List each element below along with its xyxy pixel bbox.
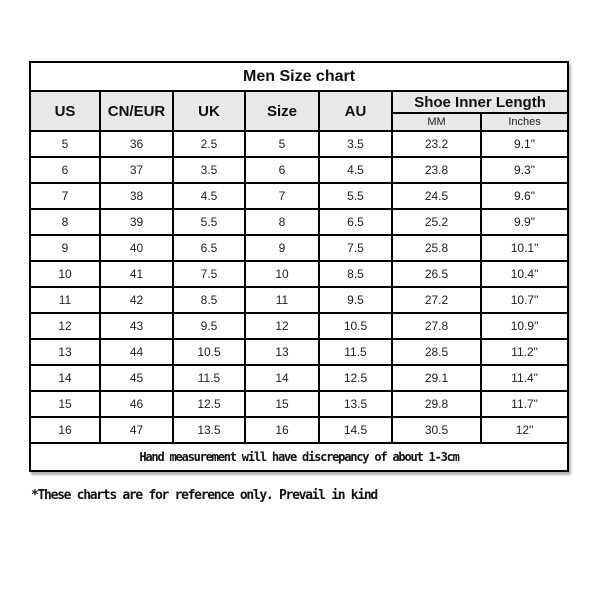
size-cell: 5.5 bbox=[319, 183, 392, 209]
size-cell: 6 bbox=[30, 157, 100, 183]
size-cell: 7 bbox=[30, 183, 100, 209]
size-cell: 9.5 bbox=[173, 313, 245, 339]
column-header-cn-eur: CN/EUR bbox=[100, 91, 173, 131]
size-cell: 4.5 bbox=[173, 183, 245, 209]
size-cell: 12.5 bbox=[173, 391, 245, 417]
size-cell: 24.5 bbox=[392, 183, 481, 209]
size-cell: 36 bbox=[100, 131, 173, 157]
size-cell: 12 bbox=[245, 313, 319, 339]
size-cell: 10.5 bbox=[173, 339, 245, 365]
table-row bbox=[30, 391, 568, 417]
size-cell: 12.5 bbox=[319, 365, 392, 391]
size-cell: 9 bbox=[245, 235, 319, 261]
size-cell: 10 bbox=[245, 261, 319, 287]
size-cell: 23.2 bbox=[392, 131, 481, 157]
column-header-mm: MM bbox=[392, 113, 481, 131]
size-cell: 7.5 bbox=[173, 261, 245, 287]
size-cell: 10.4" bbox=[481, 261, 568, 287]
size-cell: 45 bbox=[100, 365, 173, 391]
table-row bbox=[30, 417, 568, 443]
size-cell: 5 bbox=[30, 131, 100, 157]
table-title-row bbox=[30, 62, 568, 91]
size-cell: 26.5 bbox=[392, 261, 481, 287]
size-cell: 8.5 bbox=[319, 261, 392, 287]
table-row bbox=[30, 339, 568, 365]
size-cell: 11 bbox=[245, 287, 319, 313]
size-cell: 43 bbox=[100, 313, 173, 339]
size-cell: 12 bbox=[30, 313, 100, 339]
size-cell: 10.7" bbox=[481, 287, 568, 313]
size-cell: 8 bbox=[245, 209, 319, 235]
column-header-size: Size bbox=[245, 91, 319, 131]
size-cell: 11.2" bbox=[481, 339, 568, 365]
size-cell: 41 bbox=[100, 261, 173, 287]
size-cell: 5.5 bbox=[173, 209, 245, 235]
column-header-us: US bbox=[30, 91, 100, 131]
column-header-uk: UK bbox=[173, 91, 245, 131]
size-cell: 3.5 bbox=[319, 131, 392, 157]
size-cell: 29.8 bbox=[392, 391, 481, 417]
table-row bbox=[30, 209, 568, 235]
size-cell: 9.1" bbox=[481, 131, 568, 157]
size-cell: 10.1" bbox=[481, 235, 568, 261]
size-cell: 25.2 bbox=[392, 209, 481, 235]
size-cell: 11.7" bbox=[481, 391, 568, 417]
size-cell: 10 bbox=[30, 261, 100, 287]
size-cell: 27.2 bbox=[392, 287, 481, 313]
table-row bbox=[30, 183, 568, 209]
table-row bbox=[30, 365, 568, 391]
size-cell: 3.5 bbox=[173, 157, 245, 183]
size-cell: 9.9" bbox=[481, 209, 568, 235]
table-title: Men Size chart bbox=[30, 62, 568, 91]
size-cell: 11 bbox=[30, 287, 100, 313]
column-header-au: AU bbox=[319, 91, 392, 131]
size-cell: 7 bbox=[245, 183, 319, 209]
size-cell: 11.5 bbox=[319, 339, 392, 365]
size-cell: 15 bbox=[245, 391, 319, 417]
size-cell: 10.5 bbox=[319, 313, 392, 339]
table-row bbox=[30, 313, 568, 339]
size-cell: 25.8 bbox=[392, 235, 481, 261]
table-row bbox=[30, 261, 568, 287]
size-cell: 9 bbox=[30, 235, 100, 261]
size-cell: 13 bbox=[245, 339, 319, 365]
size-cell: 11.5 bbox=[173, 365, 245, 391]
size-cell: 16 bbox=[30, 417, 100, 443]
men-size-chart-table bbox=[29, 61, 569, 472]
size-cell: 39 bbox=[100, 209, 173, 235]
column-header-shoe-inner-length: Shoe Inner Length bbox=[392, 91, 568, 113]
size-cell: 9.5 bbox=[319, 287, 392, 313]
size-cell: 30.5 bbox=[392, 417, 481, 443]
size-cell: 6.5 bbox=[319, 209, 392, 235]
size-cell: 11.4" bbox=[481, 365, 568, 391]
size-cell: 13.5 bbox=[319, 391, 392, 417]
size-cell: 42 bbox=[100, 287, 173, 313]
reference-footnote: *These charts are for reference only. Prevail in kind bbox=[31, 488, 377, 503]
table-row bbox=[30, 131, 568, 157]
size-cell: 6 bbox=[245, 157, 319, 183]
size-cell: 9.6" bbox=[481, 183, 568, 209]
size-cell: 16 bbox=[245, 417, 319, 443]
size-cell: 29.1 bbox=[392, 365, 481, 391]
size-cell: 5 bbox=[245, 131, 319, 157]
size-cell: 6.5 bbox=[173, 235, 245, 261]
size-cell: 37 bbox=[100, 157, 173, 183]
table-note-row bbox=[30, 443, 568, 471]
size-cell: 10.9" bbox=[481, 313, 568, 339]
size-cell: 27.8 bbox=[392, 313, 481, 339]
size-cell: 47 bbox=[100, 417, 173, 443]
size-cell: 15 bbox=[30, 391, 100, 417]
size-cell: 4.5 bbox=[319, 157, 392, 183]
size-cell: 7.5 bbox=[319, 235, 392, 261]
table-row bbox=[30, 287, 568, 313]
measurement-note: Hand measurement will have discrepancy of about 1-3cm bbox=[30, 443, 568, 471]
size-cell: 8.5 bbox=[173, 287, 245, 313]
size-cell: 14.5 bbox=[319, 417, 392, 443]
table-row bbox=[30, 235, 568, 261]
size-cell: 40 bbox=[100, 235, 173, 261]
size-cell: 13.5 bbox=[173, 417, 245, 443]
table-row bbox=[30, 157, 568, 183]
size-cell: 23.8 bbox=[392, 157, 481, 183]
size-cell: 46 bbox=[100, 391, 173, 417]
size-cell: 14 bbox=[30, 365, 100, 391]
size-cell: 28.5 bbox=[392, 339, 481, 365]
size-cell: 9.3" bbox=[481, 157, 568, 183]
size-cell: 14 bbox=[245, 365, 319, 391]
size-cell: 2.5 bbox=[173, 131, 245, 157]
size-cell: 12" bbox=[481, 417, 568, 443]
size-cell: 8 bbox=[30, 209, 100, 235]
table-header-row bbox=[30, 91, 568, 113]
size-table-body bbox=[30, 131, 568, 443]
size-cell: 13 bbox=[30, 339, 100, 365]
column-header-inches: Inches bbox=[481, 113, 568, 131]
size-cell: 44 bbox=[100, 339, 173, 365]
size-cell: 38 bbox=[100, 183, 173, 209]
